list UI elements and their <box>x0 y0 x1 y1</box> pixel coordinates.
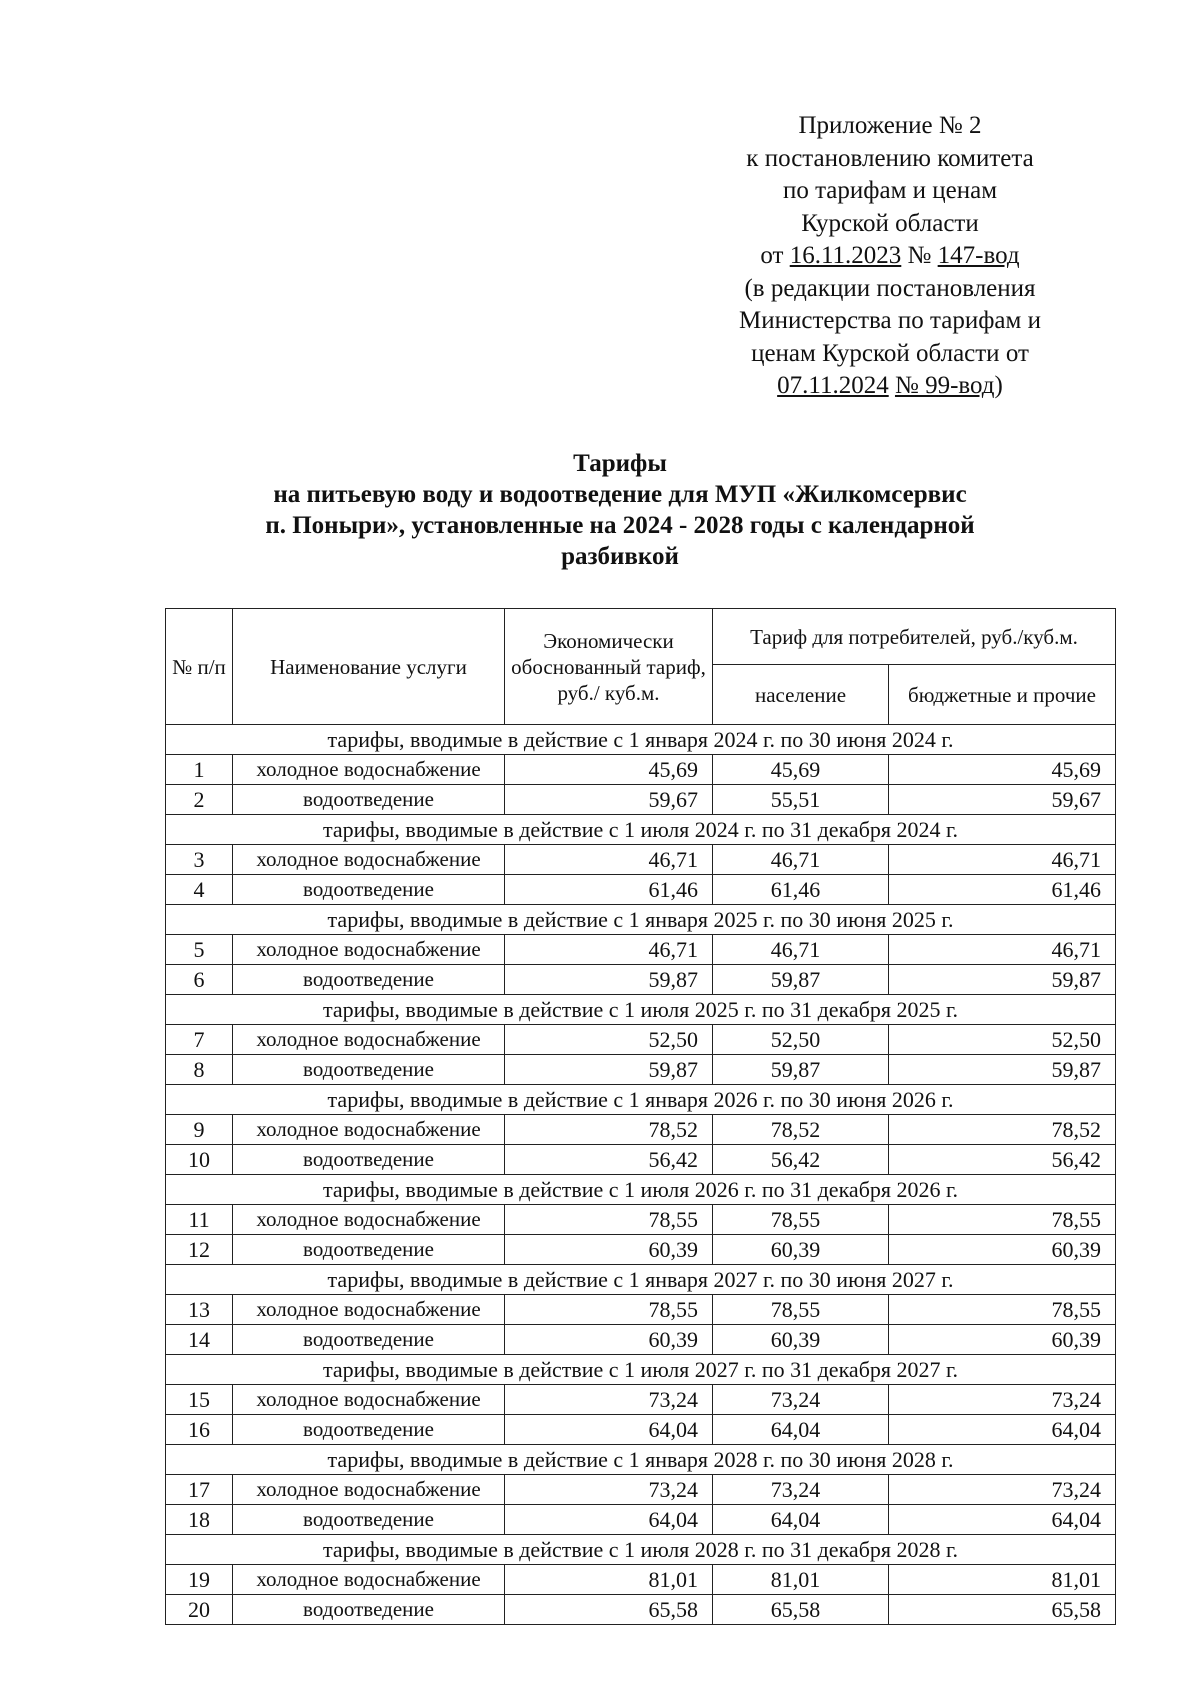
budget-tariff-value: 60,39 <box>889 1325 1116 1355</box>
period-row <box>166 1265 1116 1295</box>
appendix-line-1: Приложение № 2 <box>798 112 982 139</box>
service-name: водоотведение <box>233 1235 505 1265</box>
population-tariff-value: 60,39 <box>713 1235 889 1265</box>
period-label: тарифы, вводимые в действие с 1 июля 2027 г. по 31 декабря 2027 г. <box>166 1355 1116 1385</box>
econ-tariff-value: 46,71 <box>505 845 713 875</box>
table-row <box>166 1415 1116 1445</box>
budget-tariff-value: 73,24 <box>889 1385 1116 1415</box>
table-row <box>166 785 1116 815</box>
budget-tariff-value: 61,46 <box>889 875 1116 905</box>
appendix-line-7: Министерства по тарифам и <box>739 307 1041 334</box>
period-label: тарифы, вводимые в действие с 1 июля 2026 г. по 31 декабря 2026 г. <box>166 1175 1116 1205</box>
row-number: 10 <box>166 1145 233 1175</box>
row-number: 11 <box>166 1205 233 1235</box>
population-tariff-value: 78,52 <box>713 1115 889 1145</box>
population-tariff-value: 59,87 <box>713 1055 889 1085</box>
service-name: водоотведение <box>233 1415 505 1445</box>
service-name: водоотведение <box>233 965 505 995</box>
econ-tariff-value: 78,52 <box>505 1115 713 1145</box>
appendix-header <box>700 110 1080 403</box>
population-tariff-value: 78,55 <box>713 1205 889 1235</box>
title-line-4: разбивкой <box>561 543 679 570</box>
table-row <box>166 1115 1116 1145</box>
period-label: тарифы, вводимые в действие с 1 января 2028 г. по 30 июня 2028 г. <box>166 1445 1116 1475</box>
budget-tariff-value: 59,87 <box>889 965 1116 995</box>
budget-tariff-value: 46,71 <box>889 845 1116 875</box>
service-name: холодное водоснабжение <box>233 1205 505 1235</box>
population-tariff-value: 59,87 <box>713 965 889 995</box>
econ-tariff-value: 60,39 <box>505 1235 713 1265</box>
row-number: 17 <box>166 1475 233 1505</box>
service-name: водоотведение <box>233 1325 505 1355</box>
budget-tariff-value: 78,52 <box>889 1115 1116 1145</box>
appendix-amend-line <box>700 370 1080 403</box>
header-service: Наименование услуги <box>233 609 505 725</box>
row-number: 18 <box>166 1505 233 1535</box>
header-econ-tariff: Экономически обоснованный тариф, руб./ куб.м. <box>505 609 713 725</box>
row-number: 1 <box>166 755 233 785</box>
population-tariff-value: 56,42 <box>713 1145 889 1175</box>
row-number: 6 <box>166 965 233 995</box>
period-row <box>166 1445 1116 1475</box>
header-population: население <box>713 665 889 725</box>
budget-tariff-value: 46,71 <box>889 935 1116 965</box>
row-number: 12 <box>166 1235 233 1265</box>
econ-tariff-value: 59,67 <box>505 785 713 815</box>
budget-tariff-value: 73,24 <box>889 1475 1116 1505</box>
amend-number: № 99-вод <box>894 372 995 399</box>
population-tariff-value: 60,39 <box>713 1325 889 1355</box>
document-title <box>180 448 1060 572</box>
econ-tariff-value: 81,01 <box>505 1565 713 1595</box>
econ-tariff-value: 73,24 <box>505 1385 713 1415</box>
budget-tariff-value: 59,67 <box>889 785 1116 815</box>
population-tariff-value: 61,46 <box>713 875 889 905</box>
row-number: 7 <box>166 1025 233 1055</box>
row-number: 3 <box>166 845 233 875</box>
header-consumer-tariff: Тариф для потребителей, руб./куб.м. <box>713 609 1116 665</box>
population-tariff-value: 73,24 <box>713 1385 889 1415</box>
population-tariff-value: 55,51 <box>713 785 889 815</box>
appendix-line-6: (в редакции постановления <box>744 274 1036 302</box>
table-row <box>166 965 1116 995</box>
econ-tariff-value: 59,87 <box>505 1055 713 1085</box>
service-name: холодное водоснабжение <box>233 1565 505 1595</box>
period-label: тарифы, вводимые в действие с 1 июля 2028 г. по 31 декабря 2028 г. <box>166 1535 1116 1565</box>
service-name: холодное водоснабжение <box>233 845 505 875</box>
table-row <box>166 1325 1116 1355</box>
budget-tariff-value: 65,58 <box>889 1595 1116 1625</box>
econ-tariff-value: 78,55 <box>505 1205 713 1235</box>
row-number: 15 <box>166 1385 233 1415</box>
title-line-1: Тарифы <box>573 450 667 477</box>
econ-tariff-value: 65,58 <box>505 1595 713 1625</box>
table-row <box>166 1505 1116 1535</box>
row-number: 13 <box>166 1295 233 1325</box>
row-number: 9 <box>166 1115 233 1145</box>
appendix-line-4: Курской области <box>801 209 979 237</box>
period-row <box>166 995 1116 1025</box>
budget-tariff-value: 78,55 <box>889 1205 1116 1235</box>
header-num: № п/п <box>166 609 233 725</box>
service-name: холодное водоснабжение <box>233 755 505 785</box>
amend-date: 07.11.2024 <box>777 372 889 399</box>
service-name: холодное водоснабжение <box>233 935 505 965</box>
budget-tariff-value: 64,04 <box>889 1505 1116 1535</box>
population-tariff-value: 46,71 <box>713 935 889 965</box>
service-name: водоотведение <box>233 1595 505 1625</box>
econ-tariff-value: 45,69 <box>505 755 713 785</box>
population-tariff-value: 73,24 <box>713 1475 889 1505</box>
table-row <box>166 845 1116 875</box>
budget-tariff-value: 81,01 <box>889 1565 1116 1595</box>
period-label: тарифы, вводимые в действие с 1 января 2025 г. по 30 июня 2025 г. <box>166 905 1116 935</box>
row-number: 20 <box>166 1595 233 1625</box>
service-name: холодное водоснабжение <box>233 1025 505 1055</box>
row-number: 2 <box>166 785 233 815</box>
period-label: тарифы, вводимые в действие с 1 января 2024 г. по 30 июня 2024 г. <box>166 725 1116 755</box>
service-name: водоотведение <box>233 875 505 905</box>
title-line-2: на питьевую воду и водоотведение для МУП «Жилкомсервис <box>273 481 967 508</box>
service-name: водоотведение <box>233 1505 505 1535</box>
row-number: 8 <box>166 1055 233 1085</box>
table-row <box>166 1025 1116 1055</box>
period-label: тарифы, вводимые в действие с 1 января 2027 г. по 30 июня 2027 г. <box>166 1265 1116 1295</box>
population-tariff-value: 65,58 <box>713 1595 889 1625</box>
budget-tariff-value: 64,04 <box>889 1415 1116 1445</box>
budget-tariff-value: 60,39 <box>889 1235 1116 1265</box>
population-tariff-value: 52,50 <box>713 1025 889 1055</box>
econ-tariff-value: 64,04 <box>505 1505 713 1535</box>
period-label: тарифы, вводимые в действие с 1 января 2026 г. по 30 июня 2026 г. <box>166 1085 1116 1115</box>
service-name: холодное водоснабжение <box>233 1115 505 1145</box>
population-tariff-value: 81,01 <box>713 1565 889 1595</box>
budget-tariff-value: 56,42 <box>889 1145 1116 1175</box>
budget-tariff-value: 52,50 <box>889 1025 1116 1055</box>
period-label: тарифы, вводимые в действие с 1 июля 2024 г. по 31 декабря 2024 г. <box>166 815 1116 845</box>
row-number: 19 <box>166 1565 233 1595</box>
econ-tariff-value: 78,55 <box>505 1295 713 1325</box>
service-name: холодное водоснабжение <box>233 1295 505 1325</box>
service-name: водоотведение <box>233 785 505 815</box>
period-row <box>166 905 1116 935</box>
period-row <box>166 1175 1116 1205</box>
table-row <box>166 755 1116 785</box>
econ-tariff-value: 73,24 <box>505 1475 713 1505</box>
table-row <box>166 1145 1116 1175</box>
population-tariff-value: 78,55 <box>713 1295 889 1325</box>
econ-tariff-value: 56,42 <box>505 1145 713 1175</box>
budget-tariff-value: 78,55 <box>889 1295 1116 1325</box>
service-name: водоотведение <box>233 1145 505 1175</box>
econ-tariff-value: 60,39 <box>505 1325 713 1355</box>
table-row <box>166 1475 1116 1505</box>
tariff-table-wrapper <box>165 608 1115 1625</box>
population-tariff-value: 45,69 <box>713 755 889 785</box>
service-name: холодное водоснабжение <box>233 1475 505 1505</box>
decree-date-prefix: от <box>760 242 784 269</box>
appendix-line-2: к постановлению комитета <box>746 144 1034 172</box>
row-number: 16 <box>166 1415 233 1445</box>
table-row <box>166 1055 1116 1085</box>
period-row <box>166 1535 1116 1565</box>
service-name: холодное водоснабжение <box>233 1385 505 1415</box>
period-label: тарифы, вводимые в действие с 1 июля 2025 г. по 31 декабря 2025 г. <box>166 995 1116 1025</box>
table-header <box>166 609 1116 725</box>
row-number: 4 <box>166 875 233 905</box>
decree-number-sign: № <box>907 242 932 269</box>
period-row <box>166 1085 1116 1115</box>
table-row <box>166 1205 1116 1235</box>
table-row <box>166 1565 1116 1595</box>
title-line-3: п. Поныри», установленные на 2024 - 2028 годы с календарной <box>265 512 975 539</box>
period-row <box>166 725 1116 755</box>
decree-date: 16.11.2023 <box>789 242 902 269</box>
row-number: 5 <box>166 935 233 965</box>
appendix-decree-line <box>700 240 1080 273</box>
period-row <box>166 1355 1116 1385</box>
period-row <box>166 815 1116 845</box>
appendix-line-3: по тарифам и ценам <box>782 177 998 204</box>
table-row <box>166 1385 1116 1415</box>
econ-tariff-value: 52,50 <box>505 1025 713 1055</box>
tariff-table <box>165 608 1116 1625</box>
econ-tariff-value: 59,87 <box>505 965 713 995</box>
service-name: водоотведение <box>233 1055 505 1085</box>
table-row <box>166 935 1116 965</box>
amend-close-paren: ) <box>994 372 1003 399</box>
budget-tariff-value: 59,87 <box>889 1055 1116 1085</box>
econ-tariff-value: 64,04 <box>505 1415 713 1445</box>
table-row <box>166 1595 1116 1625</box>
table-row <box>166 1235 1116 1265</box>
table-row <box>166 1295 1116 1325</box>
appendix-line-8: ценам Курской области от <box>751 339 1029 367</box>
econ-tariff-value: 46,71 <box>505 935 713 965</box>
header-budget: бюджетные и прочие <box>889 665 1116 725</box>
decree-number: 147-вод <box>937 242 1020 269</box>
row-number: 14 <box>166 1325 233 1355</box>
econ-tariff-value: 61,46 <box>505 875 713 905</box>
table-body <box>166 725 1116 1625</box>
population-tariff-value: 46,71 <box>713 845 889 875</box>
population-tariff-value: 64,04 <box>713 1505 889 1535</box>
table-row <box>166 875 1116 905</box>
budget-tariff-value: 45,69 <box>889 755 1116 785</box>
population-tariff-value: 64,04 <box>713 1415 889 1445</box>
